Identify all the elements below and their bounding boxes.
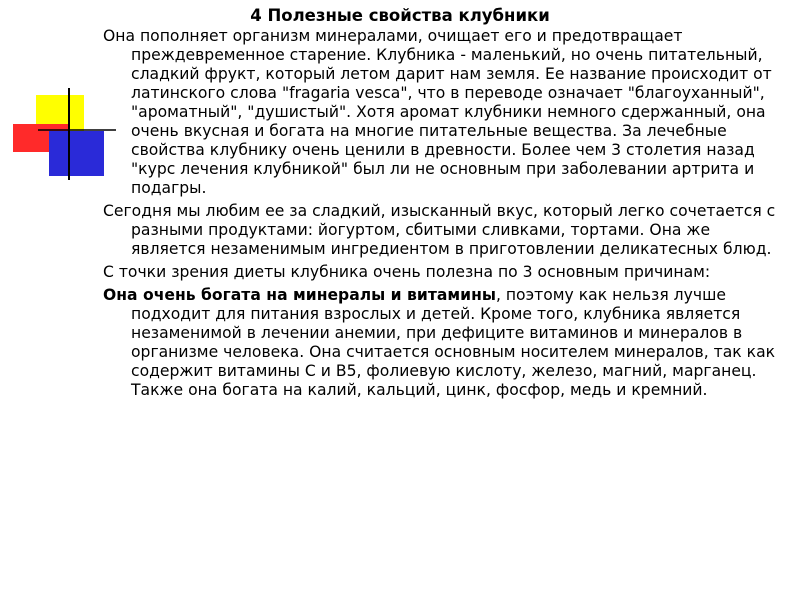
paragraph-3 xyxy=(103,263,783,282)
paragraph-4-bold: Она очень богата на минералы и витамины xyxy=(103,286,496,304)
paragraph-4-text: , поэтому как нельзя лучше подходит для питания взрослых и детей. Кроме того, клубника является незаменимой в лечении анемии, при дефиците витаминов и минералов в организме человека. Она считается основным носителем минералов, так как содержит витамины С и В5, фолиевую кислоту, железо, магний, марганец. Также она богата на калий, кальций, цинк, фосфор, медь и кремний. xyxy=(131,286,776,399)
paragraph-1-text: Она пополняет организм минералами, очищает его и предотвращает преждевременное старение. Клубника - маленький, но очень питательный, сладкий фрукт, который летом дарит нам земля. Ее название происходит от латинского слова "fragaria vesca", что в переводе означает "благоуханный", "ароматный", "душистый". Хотя аромат клубники немного сдержанный, она очень вкусная и богата на многие питательные вещества. За лечебные свойства клубнику очень ценили в древности. Более чем 3 столетия назад "курс лечения клубникой" был ли не основным при заболевании артрита и подагры. xyxy=(103,27,772,197)
blue-square xyxy=(49,131,104,176)
paragraph-3-text: С точки зрения диеты клубника очень полезна по 3 основным причинам: xyxy=(103,263,711,281)
slide-title: 4 Полезные свойства клубники xyxy=(250,6,550,25)
paragraph-2 xyxy=(103,202,783,259)
paragraph-1 xyxy=(103,27,783,198)
paragraph-4 xyxy=(103,286,783,400)
decorative-squares-graphic xyxy=(0,0,120,200)
paragraph-2-text: Сегодня мы любим ее за сладкий, изысканный вкус, который легко сочетается с разными продуктами: йогуртом, сбитыми сливками, тортами. Она же является незаменимым ингредиентом в приготовлении деликатесных блюд. xyxy=(103,202,776,258)
slide-body xyxy=(103,27,783,404)
